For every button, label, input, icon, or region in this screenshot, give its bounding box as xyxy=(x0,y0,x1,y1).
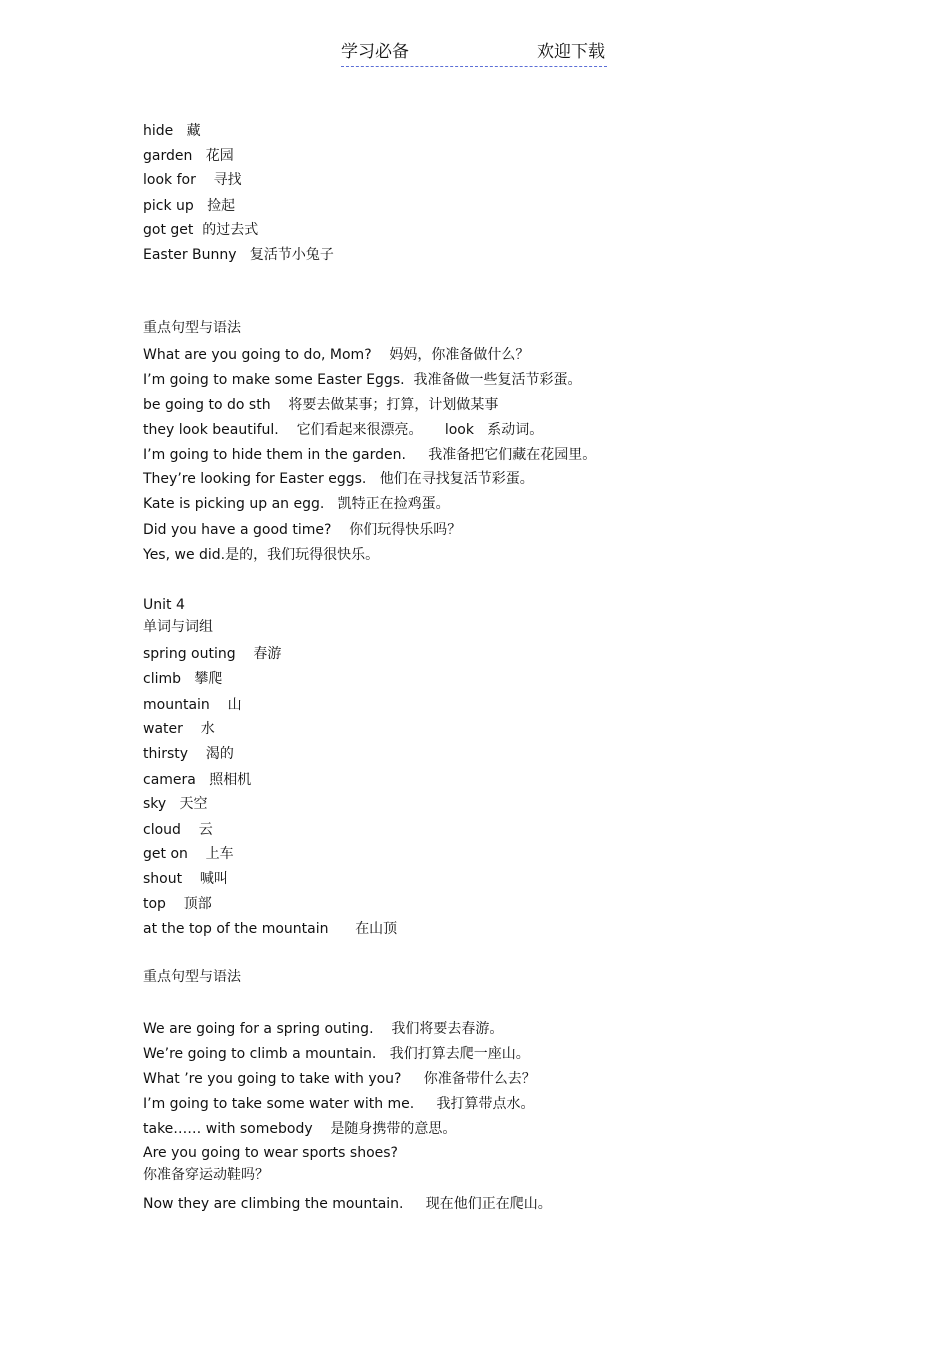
section-heading-vocab: 单词与词组 xyxy=(143,619,213,635)
sentence-line: We’re going to climb a mountain. 我们打算去爬一座山。 xyxy=(143,1046,530,1062)
vocab-mountain: mountain 山 xyxy=(143,697,242,713)
vocab-pick-up: pick up 捡起 xyxy=(143,198,236,214)
vocab-climb: climb 攀爬 xyxy=(143,671,223,687)
sentence-line: take…… with somebody 是随身携带的意思。 xyxy=(143,1121,457,1137)
sentence-line: be going to do sth 将要去做某事；打算，计划做某事 xyxy=(143,397,499,413)
vocab-cloud: cloud 云 xyxy=(143,822,213,838)
vocab-spring-outing: spring outing 春游 xyxy=(143,646,282,662)
section-heading-grammar: 重点句型与语法 xyxy=(143,969,241,985)
page-header xyxy=(341,40,607,67)
vocab-top-of-mountain: at the top of the mountain 在山顶 xyxy=(143,921,398,937)
sentence-line: 你准备穿运动鞋吗？ xyxy=(143,1167,269,1183)
sentence-line: We are going for a spring outing. 我们将要去春游。 xyxy=(143,1021,504,1037)
vocab-hide: hide 藏 xyxy=(143,123,201,139)
vocab-look-for: look for 寻找 xyxy=(143,172,242,188)
vocab-sky: sky 天空 xyxy=(143,796,208,812)
sentence-line: Did you have a good time? 你们玩得快乐吗？ xyxy=(143,522,462,538)
section-heading-grammar: 重点句型与语法 xyxy=(143,320,241,336)
vocab-camera: camera 照相机 xyxy=(143,772,252,788)
sentence-line: I’m going to make some Easter Eggs. 我准备做一些复活节彩蛋。 xyxy=(143,372,582,388)
sentence-line: Now they are climbing the mountain. 现在他们正在爬山。 xyxy=(143,1196,552,1212)
header-right-text: 欢迎下载 xyxy=(537,42,605,62)
sentence-line: I’m going to take some water with me. 我打算带点水。 xyxy=(143,1096,535,1112)
sentence-line: Kate is picking up an egg. 凯特正在捡鸡蛋。 xyxy=(143,496,450,512)
vocab-easter-bunny: Easter Bunny 复活节小兔子 xyxy=(143,247,334,263)
vocab-got: got get 的过去式 xyxy=(143,222,259,238)
sentence-line: Are you going to wear sports shoes? xyxy=(143,1145,398,1161)
header-left-text: 学习必备 xyxy=(341,42,409,62)
vocab-thirsty: thirsty 渴的 xyxy=(143,746,234,762)
sentence-line: Yes, we did.是的，我们玩得很快乐。 xyxy=(143,547,380,563)
vocab-get-on: get on 上车 xyxy=(143,846,234,862)
vocab-water: water 水 xyxy=(143,721,215,737)
unit-title: Unit 4 xyxy=(143,597,185,613)
sentence-line: They’re looking for Easter eggs. 他们在寻找复活节彩蛋。 xyxy=(143,471,534,487)
vocab-top: top 顶部 xyxy=(143,896,212,912)
sentence-line: What are you going to do, Mom? 妈妈，你准备做什么？ xyxy=(143,347,530,363)
sentence-line: What ’re you going to take with you? 你准备带什么去？ xyxy=(143,1071,536,1087)
vocab-shout: shout 喊叫 xyxy=(143,871,228,887)
vocab-garden: garden 花园 xyxy=(143,148,234,164)
sentence-line: they look beautiful. 它们看起来很漂亮。 look 系动词。 xyxy=(143,422,544,438)
sentence-line: I’m going to hide them in the garden. 我准备把它们藏在花园里。 xyxy=(143,447,597,463)
